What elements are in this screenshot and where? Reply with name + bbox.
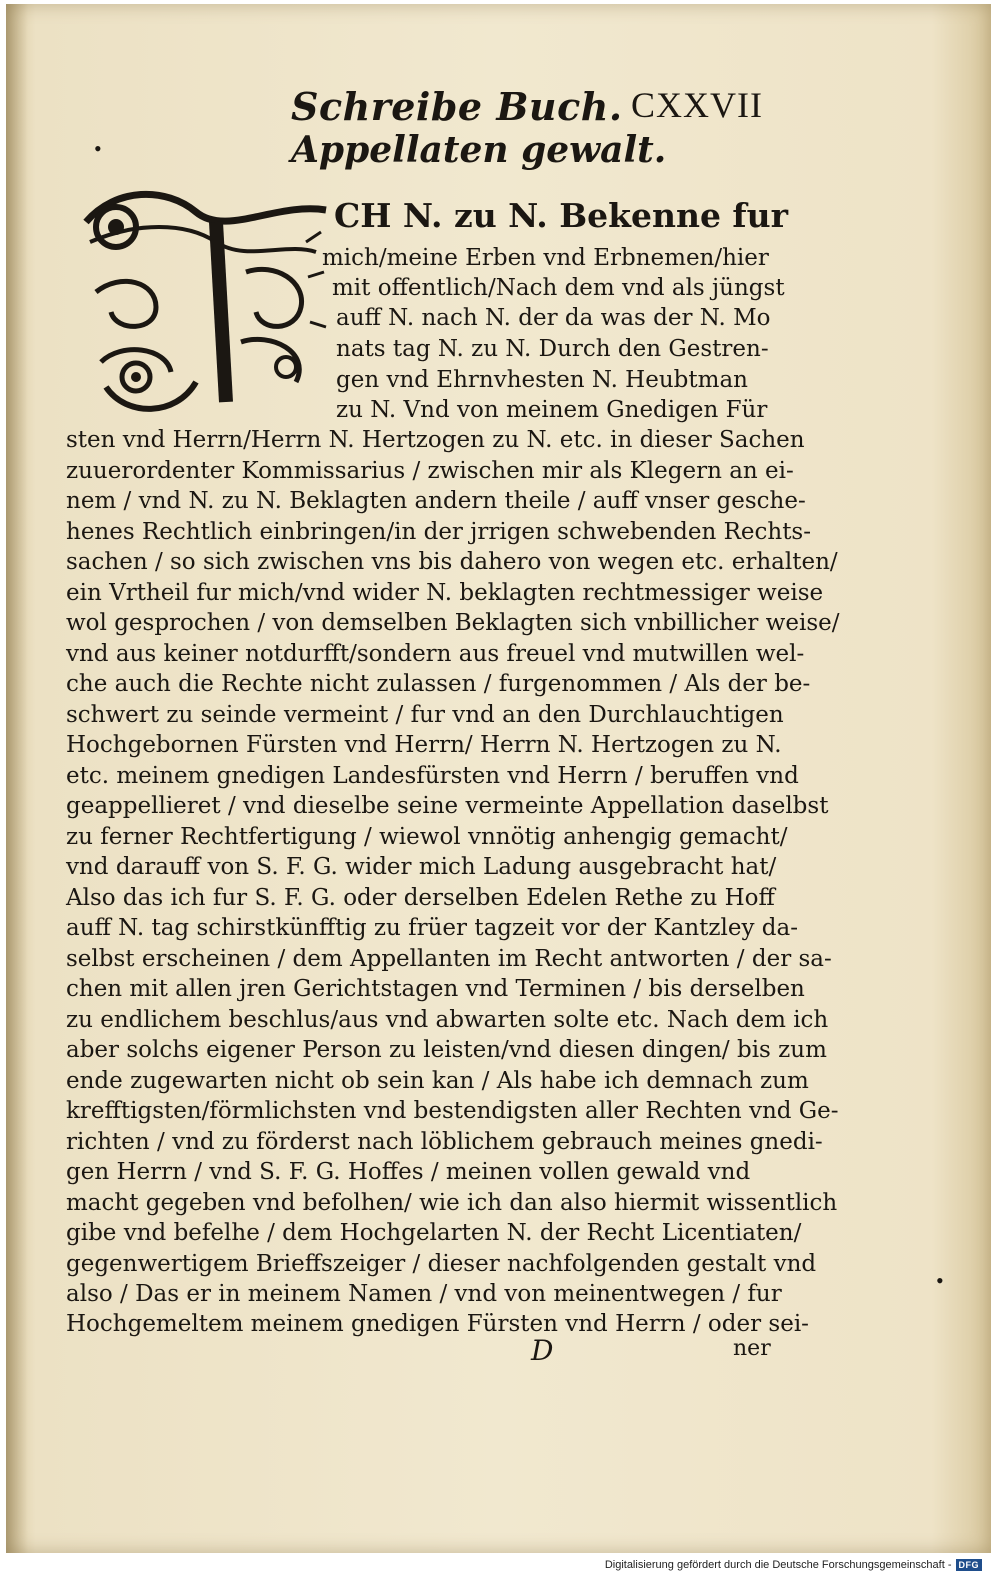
- body-line: mich/meine Erben vnd Erbnemen/hier: [322, 245, 769, 271]
- book-page: [6, 4, 991, 1553]
- body-line: zu endlichem beschlus/aus vnd abwarten solte etc. Nach dem ich: [66, 1007, 829, 1033]
- dfg-logo: DFG: [956, 1559, 983, 1571]
- margin-dot-left: •: [94, 136, 102, 161]
- body-line: schwert zu seinde vermeint / fur vnd an den Durchlauchtigen: [66, 702, 784, 728]
- digitization-credit: [605, 1559, 982, 1571]
- body-line: ende zugewarten nicht ob sein kan / Als habe ich demnach zum: [66, 1068, 809, 1094]
- body-line: zuuerordenter Kommissarius / zwischen mir als Klegern an ei-: [66, 458, 794, 484]
- body-line: gen vnd Ehrnvhesten N. Heubtman: [336, 367, 748, 393]
- body-line: vnd darauff von S. F. G. wider mich Ladung ausgebracht hat/: [66, 854, 777, 880]
- credit-text: Digitalisierung gefördert durch die Deutsche Forschungsgemeinschaft -: [604, 1559, 952, 1571]
- body-line: vnd aus keiner notdurfft/sondern aus freuel vnd mutwillen wel-: [66, 641, 805, 667]
- body-line: Hochgebornen Fürsten vnd Herrn/ Herrn N. Hertzogen zu N.: [66, 732, 782, 758]
- body-line: CH N. zu N. Bekenne fur: [334, 196, 789, 235]
- body-line: chen mit allen jren Gerichtstagen vnd Terminen / bis derselben: [66, 976, 805, 1002]
- folio-number: CXXVII: [631, 85, 763, 125]
- body-line: Also das ich fur S. F. G. oder derselben Edelen Rethe zu Hoff: [66, 885, 775, 911]
- body-line: nats tag N. zu N. Durch den Gestren-: [336, 336, 769, 362]
- body-line: che auch die Rechte nicht zulassen / furgenommen / Als der be-: [66, 671, 811, 697]
- body-line: sten vnd Herrn/Herrn N. Hertzogen zu N. etc. in dieser Sachen: [66, 427, 805, 453]
- body-line: auff N. tag schirstkünfftig zu früer tagzeit vor der Kantzley da-: [66, 915, 799, 941]
- body-line: geappellieret / vnd dieselbe seine vermeinte Appellation daselbst: [66, 793, 829, 819]
- section-title: Appellaten gewalt.: [291, 129, 667, 171]
- body-line: auff N. nach N. der da was der N. Mo: [336, 305, 771, 331]
- body-line: mit offentlich/Nach dem vnd als jüngst: [332, 275, 785, 301]
- body-line: zu ferner Rechtfertigung / wiewol vnnötig anhengig gemacht/: [66, 824, 788, 850]
- body-line: ein Vrtheil fur mich/vnd wider N. beklagten rechtmessiger weise: [66, 580, 824, 606]
- body-line: krefftigsten/förmlichsten vnd bestendigsten aller Rechten vnd Ge-: [66, 1098, 839, 1124]
- body-line: also / Das er in meinem Namen / vnd von meinentwegen / fur: [66, 1281, 782, 1307]
- body-line: henes Rechtlich einbringen/in der jrrigen schwebenden Rechts-: [66, 519, 812, 545]
- body-line: nem / vnd N. zu N. Beklagten andern theile / auff vnser gesche-: [66, 488, 806, 514]
- body-line: Hochgemeltem meinem gnedigen Fürsten vnd Herrn / oder sei-: [66, 1311, 809, 1337]
- decorated-initial-i: [76, 182, 334, 420]
- body-line: selbst erscheinen / dem Appellanten im Recht antworten / der sa-: [66, 946, 832, 972]
- spine-shadow: [6, 4, 28, 1553]
- margin-dot-right: •: [936, 1268, 944, 1293]
- body-line: richten / vnd zu förderst nach löblichem gebrauch meines gnedi-: [66, 1129, 823, 1155]
- body-line: gibe vnd befelhe / dem Hochgelarten N. der Recht Licentiaten/: [66, 1220, 802, 1246]
- catchword: ner: [733, 1336, 771, 1361]
- signature-mark: D: [531, 1334, 554, 1367]
- body-line: gegenwertigem Brieffszeiger / dieser nachfolgenden gestalt vnd: [66, 1251, 817, 1277]
- body-line: sachen / so sich zwischen vns bis dahero von wegen etc. erhalten/: [66, 549, 838, 575]
- running-head: Schreibe Buch.: [291, 84, 623, 129]
- body-line: zu N. Vnd von meinem Gnedigen Für: [336, 397, 768, 423]
- body-line: gen Herrn / vnd S. F. G. Hoffes / meinen vollen gewald vnd: [66, 1159, 751, 1185]
- body-line: aber solchs eigener Person zu leisten/vnd diesen dingen/ bis zum: [66, 1037, 827, 1063]
- body-line: wol gesprochen / von demselben Beklagten sich vnbillicher weise/: [66, 610, 840, 636]
- body-line: etc. meinem gnedigen Landesfürsten vnd Herrn / beruffen vnd: [66, 763, 799, 789]
- body-line: macht gegeben vnd befolhen/ wie ich dan also hiermit wissentlich: [66, 1190, 838, 1216]
